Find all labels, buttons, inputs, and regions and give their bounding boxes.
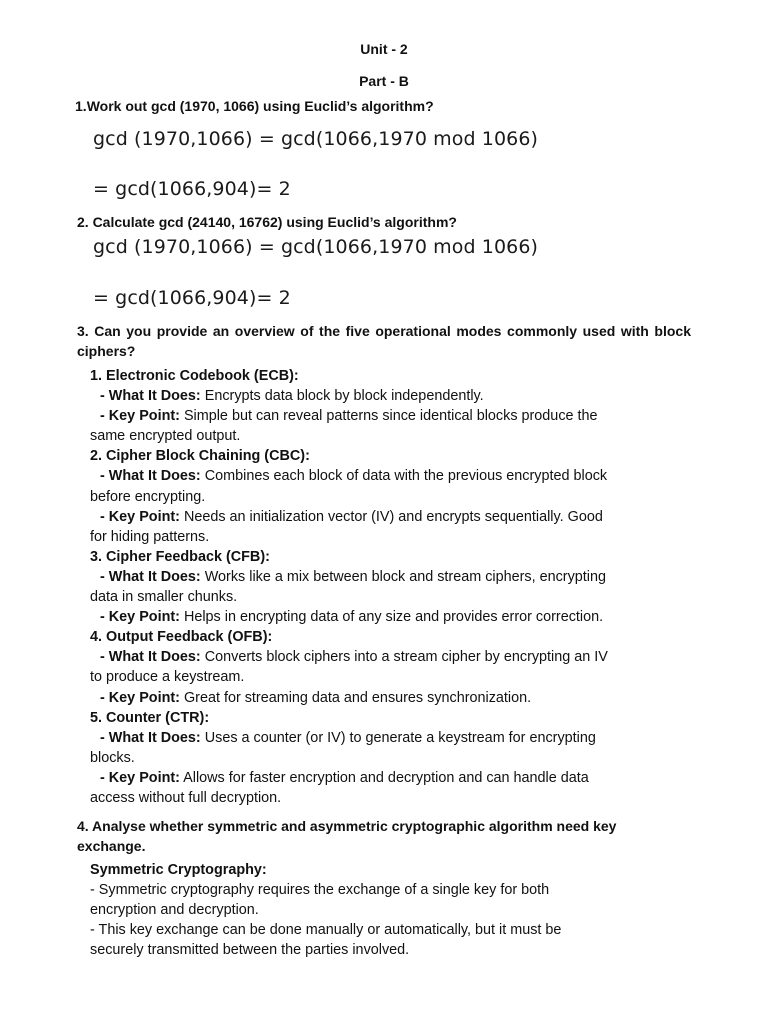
ecb-key-2: same encrypted output. [90,428,241,445]
key-label: - Key Point: [100,508,180,525]
key-label: - Key Point: [100,609,180,626]
question-4 [77,816,697,856]
symmetric-line-2: encryption and decryption. [90,902,259,919]
symmetric-heading: Symmetric Cryptography: [90,862,267,878]
cbc-key-2: for hiding patterns. [90,528,210,545]
ecb-what: Encrypts data block by block independently. [204,388,484,405]
q2-step-1: gcd (1970,1066) = gcd(1066,1970 mod 1066) [93,236,539,258]
question-1 [75,96,695,116]
question-2: 2. Calculate gcd (24140, 16762) using Euclid’s algorithm? [77,214,457,230]
cfb-what-2: data in smaller chunks. [90,589,238,606]
key-label: - Key Point: [100,689,180,706]
ofb-what-1: Converts block ciphers into a stream cipher by encrypting an IV [204,649,608,666]
ecb-key-1: Simple but can reveal patterns since identical blocks produce the [183,408,598,425]
cfb-what-1: Works like a mix between block and stream ciphers, encrypting [204,568,606,585]
cbc-what-1: Combines each block of data with the previous encrypted block [204,468,608,485]
what-label: - What It Does: [100,388,201,405]
unit-heading: Unit - 2 [360,41,408,57]
cbc-key-1: Needs an initialization vector (IV) and encrypts sequentially. Good [183,508,603,525]
mode-title-ctr: 5. Counter (CTR): [90,709,210,726]
ctr-key-1: Allows for faster encryption and decryption and can handle data [183,769,589,786]
cfb-key: Helps in encrypting data of any size and provides error correction. [183,609,604,626]
mode-title-cfb: 3. Cipher Feedback (CFB): [90,548,270,565]
what-label: - What It Does: [100,468,201,485]
question-4-line-1: 4. Analyse whether symmetric and asymmetric cryptographic algorithm need key [77,818,617,834]
modes-list [90,366,694,808]
mode-title-cbc: 2. Cipher Block Chaining (CBC): [90,448,310,465]
what-label: - What It Does: [100,729,201,746]
symmetric-line-4: securely transmitted between the parties involved. [90,942,410,959]
mode-title-ecb: 1. Electronic Codebook (ECB): [90,368,299,384]
ctr-what-2: blocks. [90,749,135,766]
part-heading: Part - B [359,73,409,89]
key-label: - Key Point: [100,408,180,425]
ofb-what-2: to produce a keystream. [90,669,245,686]
cbc-what-2: before encrypting. [90,488,206,505]
question-4-line-2: exchange. [77,838,146,854]
symmetric-line-3: - This key exchange can be done manually or automatically, but it must be [90,922,562,939]
q1-step-2: = gcd(1066,904)= 2 [93,178,291,200]
question-1-text: Work out gcd (1970, 1066) using Euclid’s algorithm? [86,98,434,114]
what-label: - What It Does: [100,649,201,666]
symmetric-section [90,860,694,960]
what-label: - What It Does: [100,568,201,585]
symmetric-line-1: - Symmetric cryptography requires the exchange of a single key for both [90,882,550,899]
ctr-what-1: Uses a counter (or IV) to generate a keystream for encrypting [204,729,596,746]
q1-step-1: gcd (1970,1066) = gcd(1066,1970 mod 1066) [93,128,539,150]
ofb-key: Great for streaming data and ensures synchronization. [183,689,532,706]
question-1-number: 1. [75,98,87,114]
question-3: 3. Can you provide an overview of the five operational modes commonly used with block ciphers? [77,323,691,359]
key-label: - Key Point: [100,769,180,786]
q2-step-2: = gcd(1066,904)= 2 [93,287,291,309]
ctr-key-2: access without full decryption. [90,789,282,806]
mode-title-ofb: 4. Output Feedback (OFB): [90,629,273,646]
